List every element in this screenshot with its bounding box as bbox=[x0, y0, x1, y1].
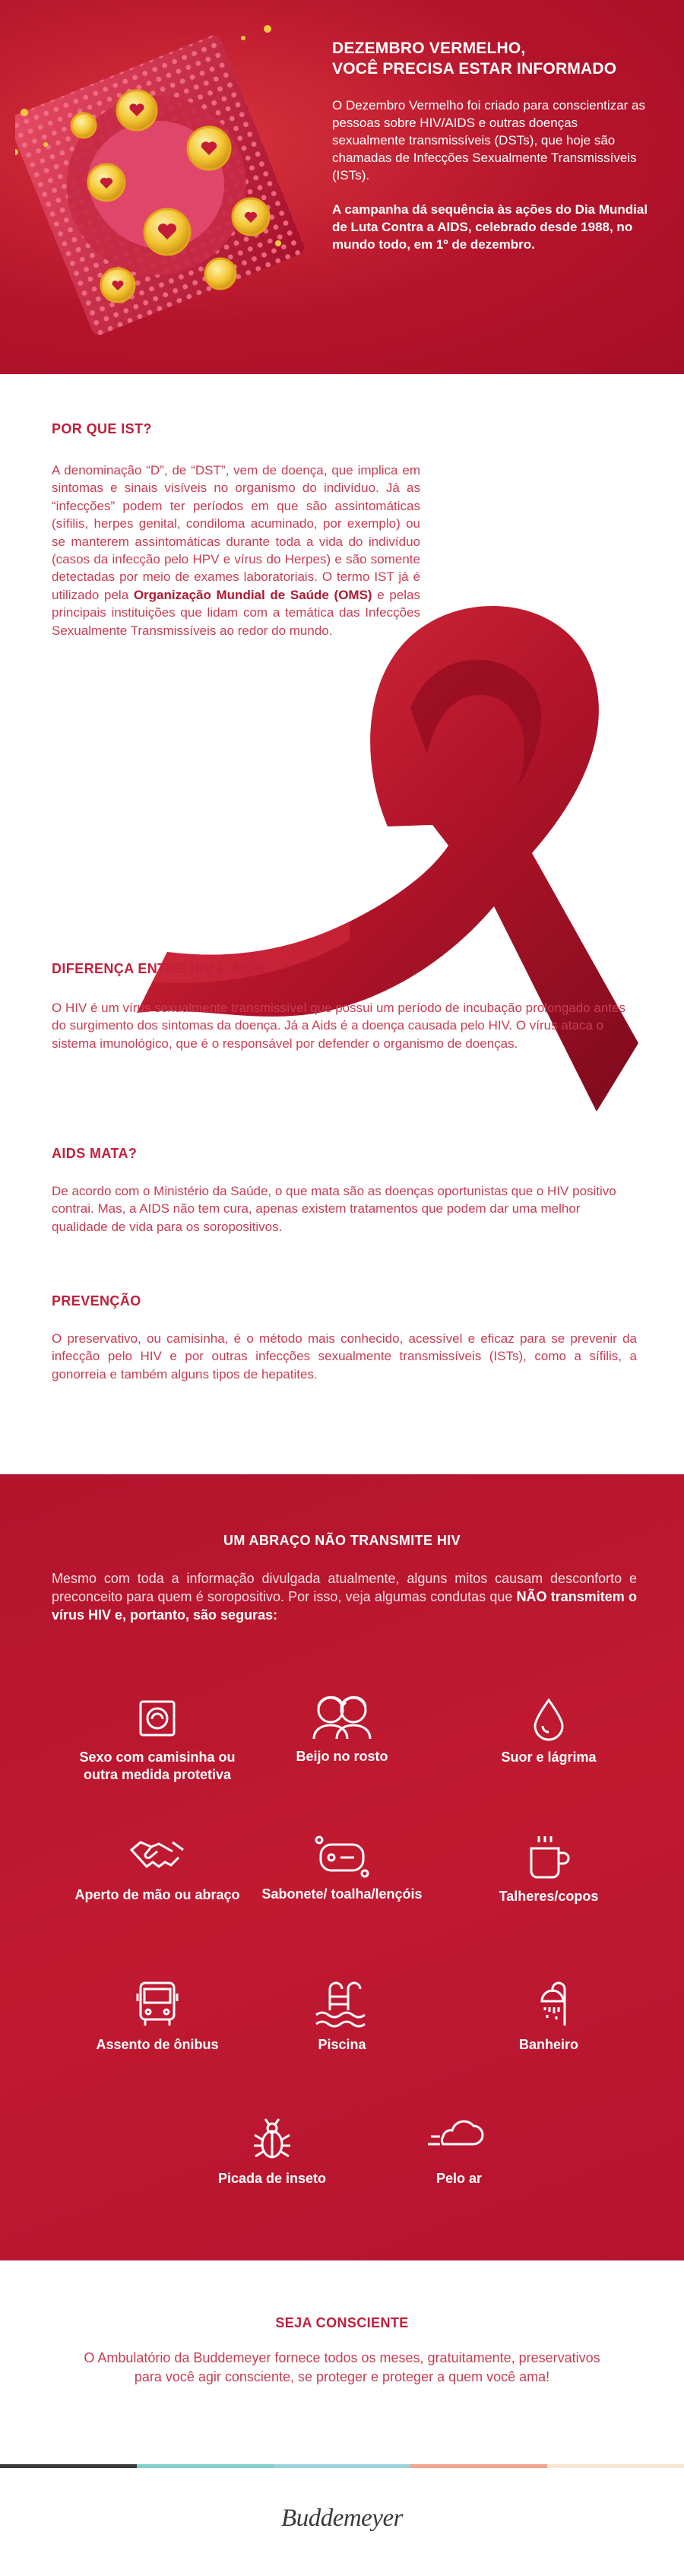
safe-item-condom: Sexo com camisinha ou outra medida protetiva bbox=[66, 1696, 249, 1784]
safe-item-air: Pelo ar bbox=[368, 2117, 550, 2187]
soap-icon bbox=[313, 1835, 371, 1878]
ist-text: A denominação “D”, de “DST”, vem de doença, que implica em sintomas e sinais visíveis no organismo do indivíduo. Já as “infecções” podem ter períodos em que são assintomáticas (sífilis, herpes genital, condiloma acuminado, por exemplo) ou se manterem assintomáticas durante toda a vida do indivíduo (casos da infecção pelo HPV e vírus do Herpes) e são somente detectadas por meio de exames laboratoriais. O termo IST já é utilizado pela Organização Mundial de Saúde (OMS) e pelas principais instituições que lidam com a temática das Infecções Sexualmente Transmissíveis ao redor do mundo. bbox=[52, 463, 420, 638]
brand-logo: Buddemeyer bbox=[281, 2505, 403, 2532]
aids-mata-text: De acordo com o Ministério da Saúde, o que mata são as doenças oportunistas que o HIV positivo contrai. Mas, a AIDS não tem cura, apenas existem tratamentos que podem dar uma melhor qualidade de vida para os soropositivos. bbox=[52, 1184, 616, 1234]
safe-item-mug: Talheres/copos bbox=[458, 1833, 640, 1905]
hero-paragraph: O Dezembro Vermelho foi criado para conscientizar as pessoas sobre HIV/AIDS e outras doenças sexualmente transmissíveis (DSTs), que hoje são chamadas de Infecções Sexualmente Transmissíveis (ISTs). bbox=[332, 98, 645, 182]
safe-item-soap: Sabonete/ toalha/lençóis bbox=[251, 1835, 433, 1903]
abraco-title: UM ABRAÇO NÃO TRANSMITE HIV bbox=[223, 1533, 461, 1548]
footer-text: O Ambulatório da Buddemeyer fornece todos os meses, gratuitamente, preservativos para você agir consciente, se proteger e proteger a quem você ama! bbox=[84, 2350, 600, 2384]
safe-item-kiss: Beijo no rosto bbox=[251, 1687, 433, 1765]
hiv-aids-title: DIFERENÇA ENTRE HIV E AIDS bbox=[52, 961, 265, 976]
ist-title: POR QUE IST? bbox=[52, 421, 152, 436]
aids-mata-title: AIDS MATA? bbox=[52, 1146, 138, 1161]
abraco-intro: Mesmo com toda a informação divulgada atualmente, alguns mitos causam desconforto e preconceito para quem é soropositivo. Por isso, veja algumas condutas que NÃO transmitem o vírus HIV e, portanto, são seguras: bbox=[52, 1571, 637, 1623]
hero-title: DEZEMBRO VERMELHO, VOCÊ PRECISA ESTAR INFORMADO bbox=[332, 40, 617, 78]
safe-item-sweat: Suor e lágrima bbox=[458, 1696, 640, 1766]
kiss-icon bbox=[308, 1687, 376, 1740]
footer-title: SEJA CONSCIENTE bbox=[275, 2315, 409, 2330]
mug-icon bbox=[522, 1833, 575, 1880]
safe-item-pool: Piscina bbox=[251, 1980, 433, 2054]
safe-item-bathroom: Banheiro bbox=[458, 1980, 640, 2054]
safe-item-bus: Assento de ônibus bbox=[66, 1980, 249, 2054]
hero-banner bbox=[0, 0, 684, 374]
bug-icon bbox=[251, 2117, 293, 2162]
condom-packet-illustration bbox=[15, 23, 334, 357]
handshake-icon bbox=[128, 1833, 186, 1879]
hiv-aids-text: O HIV é um vírus sexualmente transmissível que possui um período de incubação prolongado antes do surgimento dos sintomas da doença. Já a Aids é a doença causada pelo HIV. O vírus ataca o sistema imunológico, que é o responsável por defender o organismo de doenças. bbox=[52, 1001, 626, 1051]
info-section bbox=[0, 374, 684, 1474]
safe-item-handshake: Aperto de mão ou abraço bbox=[66, 1833, 249, 1904]
footer-section bbox=[0, 2260, 684, 2576]
hero-campaign-text: A campanha dá sequência às ações do Dia Mundial de Luta Contra a AIDS, celebrado desde 1988, no mundo todo, em 1º de dezembro. bbox=[332, 202, 648, 252]
prevencao-text: O preservativo, ou camisinha, é o método mais conhecido, acessível e eficaz para se prevenir da infecção pelo HIV e por outras infecções sexualmente transmissíveis (ISTs), como a sífilis, a gonorreia e também alguns tipos de hepatites. bbox=[52, 1331, 637, 1382]
abraco-section bbox=[0, 1474, 684, 2260]
color-divider bbox=[0, 2464, 684, 2468]
safe-item-insect: Picada de inseto bbox=[181, 2117, 363, 2187]
cloud-icon bbox=[425, 2117, 493, 2162]
prevencao-title: PREVENÇÃO bbox=[52, 1293, 141, 1309]
hero-text-block bbox=[332, 38, 651, 253]
condom-icon bbox=[135, 1696, 180, 1741]
drop-icon bbox=[526, 1696, 572, 1741]
shower-icon bbox=[522, 1980, 575, 2029]
oms-highlight: Organização Mundial de Saúde (OMS) bbox=[133, 587, 372, 602]
bus-icon bbox=[133, 1980, 182, 2029]
pool-icon bbox=[313, 1980, 371, 2029]
